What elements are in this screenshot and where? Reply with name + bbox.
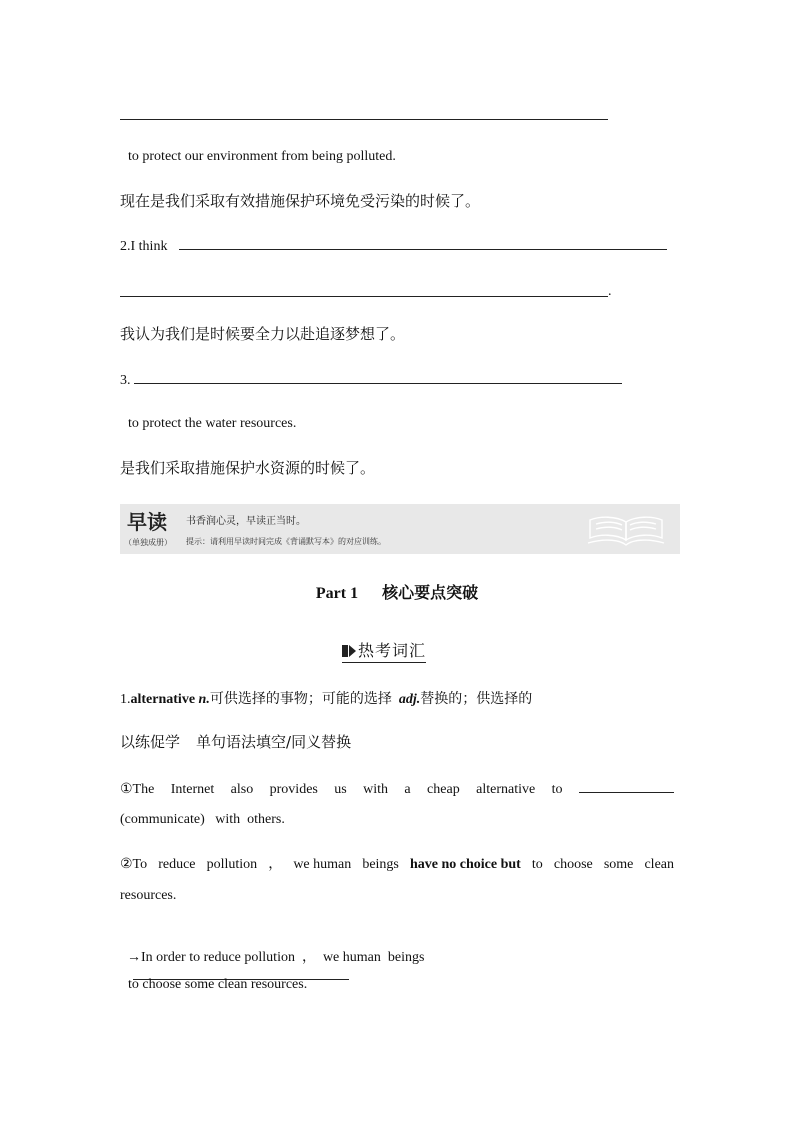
banner-hint: 提示：请利用早读时间完成《背诵默写本》的对应训练。: [186, 537, 386, 546]
q1-word: cheap: [427, 782, 460, 797]
sentence-zh: 现在是我们采取有效措施保护环境免受污染的时候了。: [120, 192, 481, 210]
q2-word: reduce: [158, 857, 196, 872]
banner-title: 早读: [127, 510, 167, 534]
q2-word: ，: [268, 857, 283, 872]
practice-label: 以练促学: [120, 733, 181, 751]
answer-blank[interactable]: [579, 780, 674, 793]
vocab-word: alternative: [130, 692, 196, 707]
q2-word: ②To: [120, 857, 148, 872]
q1-line2: (communicate) with others.: [120, 812, 285, 827]
q3-line2: to choose some clean resources.: [128, 977, 308, 992]
vocab-meaning: 可供选择的事物；可能的选择: [209, 691, 392, 707]
practice-type: 单句语法填空/同义替换: [196, 733, 352, 751]
q2-word: choose: [553, 857, 593, 872]
item-3-row: [120, 371, 622, 390]
vocab-pos: n.: [198, 692, 210, 707]
section-header: [342, 640, 426, 663]
q1-word: with: [363, 782, 389, 797]
answer-line[interactable]: [179, 237, 667, 250]
answer-line[interactable]: [134, 371, 622, 384]
morning-reading-banner: [120, 504, 680, 554]
q1-word: Internet: [170, 782, 215, 797]
q1-word: provides: [269, 782, 318, 797]
q1-word: alternative: [476, 782, 536, 797]
practice-label-row: [120, 732, 351, 752]
section-marker-icon: [342, 644, 356, 658]
sentence-zh: 是我们采取措施保护水资源的时候了。: [120, 459, 376, 477]
q2-word: to: [531, 857, 543, 872]
vocab-pos: adj.: [398, 692, 421, 707]
sentence-en: to protect our environment from being polluted.: [128, 149, 396, 164]
open-book-icon: [586, 510, 666, 548]
q2-word: pollution: [206, 857, 258, 872]
q2-line2: resources.: [120, 888, 177, 903]
end-mark: .: [608, 284, 612, 299]
q2-word: clean: [644, 857, 674, 872]
q1-word: ①The: [120, 782, 155, 797]
banner-slogan: 书香润心灵，早读正当时。: [186, 516, 306, 527]
q2-word: some: [603, 857, 634, 872]
q1-word: a: [404, 782, 411, 797]
banner-note: （单独成册）: [124, 538, 172, 547]
answer-line[interactable]: [120, 119, 608, 120]
sentence-en: to protect the water resources.: [128, 416, 297, 431]
q1-word: also: [230, 782, 254, 797]
answer-line[interactable]: [120, 296, 608, 297]
q3-prefix: →In order to reduce pollution ， we human beings: [127, 950, 425, 965]
section-title: 热考词汇: [358, 641, 427, 660]
vocab-entry: [120, 689, 532, 710]
part-title: Part 1 核心要点突破: [315, 585, 479, 602]
item-2-prefix: 2.I think: [120, 239, 168, 254]
q1-word: to: [551, 782, 563, 797]
q2-key-phrase: have no choice but: [409, 857, 521, 872]
item-3-prefix: 3.: [120, 373, 131, 388]
q1-word: us: [334, 782, 347, 797]
vocab-meaning: 替换的；供选择的: [420, 691, 533, 707]
sentence-zh: 我认为我们是时候要全力以赴追逐梦想了。: [120, 325, 406, 343]
question-2: [120, 856, 674, 874]
question-1: [120, 780, 674, 799]
q2-word: we human: [293, 857, 352, 872]
q2-word: beings: [362, 857, 399, 872]
item-2-row: [120, 237, 667, 256]
vocab-number: 1.: [120, 692, 131, 707]
